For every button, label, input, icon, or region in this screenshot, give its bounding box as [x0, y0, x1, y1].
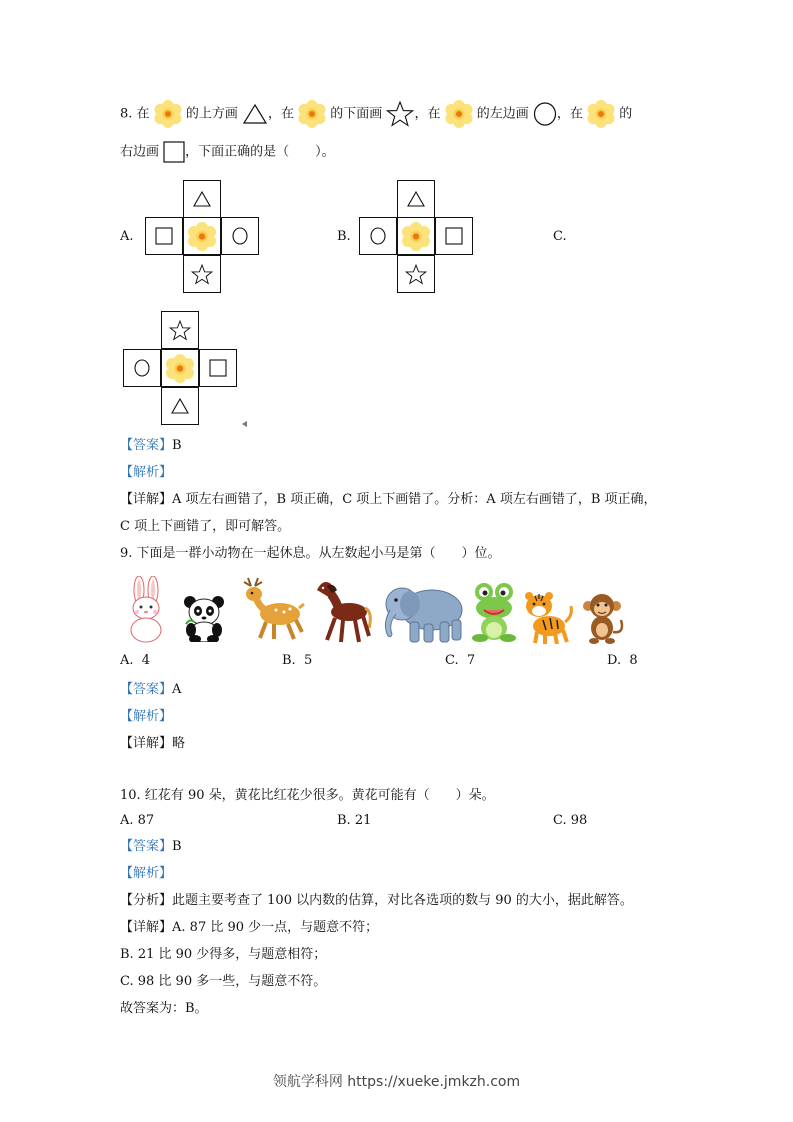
- q8-text: ，下面正确的是（ ）。: [185, 144, 335, 160]
- flower-icon: [298, 100, 326, 128]
- q9-answer: [120, 681, 181, 699]
- triangle-icon: [193, 191, 211, 207]
- flower-icon: [166, 354, 194, 383]
- q9-option-c: [445, 653, 475, 668]
- tiger-icon: [519, 590, 575, 644]
- triangle-icon: [407, 191, 425, 207]
- circle-icon: [533, 102, 557, 126]
- detail-tag: 【详解】: [120, 736, 173, 751]
- detail-text: A. 87 比 90 少一点，与题意不符；: [172, 920, 379, 935]
- star-icon: [386, 101, 414, 127]
- flower-icon: [587, 100, 615, 128]
- star-icon: [191, 264, 213, 285]
- grid-cell-bottom: [161, 387, 199, 425]
- q9-option-b: [282, 653, 312, 668]
- grid-cell-center: [161, 349, 199, 387]
- answer-tag: 【答案】: [120, 839, 173, 854]
- circle-icon: [232, 227, 248, 245]
- option-value: 5: [303, 653, 313, 668]
- q8-text: ，在: [414, 106, 441, 122]
- detail-text: A 项左右画错了，B 项正确，C 项上下画错了。分析：A 项左右画错了，B 项正确，: [172, 492, 657, 507]
- q8-line2: [120, 141, 335, 164]
- grid-cell-left: [359, 217, 397, 255]
- q8-number: 8.: [120, 106, 133, 122]
- detail-tag: 【详解】: [120, 920, 173, 935]
- deer-icon: [238, 576, 306, 642]
- q8-text: ，在: [268, 106, 295, 122]
- flower-icon: [154, 100, 182, 128]
- q10-analysis-tag: 【解析】: [120, 866, 173, 881]
- grid-cell-right: [199, 349, 237, 387]
- q10-detail1: [120, 919, 378, 937]
- q8-text: ，在: [556, 106, 583, 122]
- option-letter: B.: [282, 653, 296, 668]
- grid-cell-right: [435, 217, 473, 255]
- grid-cell-left: [145, 217, 183, 255]
- triangle-icon: [171, 398, 189, 414]
- square-icon: [155, 227, 173, 245]
- q8-text: 的: [619, 106, 633, 122]
- circle-icon: [370, 227, 386, 245]
- q8-text: 的下面画: [330, 106, 383, 122]
- q9-detail: [120, 735, 185, 753]
- option-value: 8: [629, 653, 638, 668]
- option-value: 4: [141, 653, 151, 668]
- option-a-label: A.: [120, 229, 134, 244]
- q9-question: 9. 下面是一群小动物在一起休息。从左数起小马是第（ ）位。: [120, 546, 501, 561]
- flower-icon: [188, 222, 216, 251]
- flower-icon: [402, 222, 430, 251]
- detail-tag: 【详解】: [120, 492, 173, 507]
- q10-fenxi: [120, 892, 633, 910]
- grid-cell-bottom: [183, 255, 221, 293]
- option-c-label: C.: [553, 229, 567, 244]
- answer-value: A: [172, 682, 182, 697]
- elephant-icon: [378, 580, 468, 644]
- frog-icon: [470, 582, 518, 644]
- answer-value: B: [172, 438, 182, 453]
- q8-analysis-tag: 【解析】: [120, 465, 173, 480]
- option-letter: C.: [445, 653, 459, 668]
- detail-text: 略: [172, 736, 186, 751]
- q10-option-c: C. 98: [553, 813, 588, 828]
- grid-cell-top: [161, 311, 199, 349]
- q10-option-b: B. 21: [337, 813, 372, 828]
- grid-cell-left: [123, 349, 161, 387]
- q10-conclusion: 故答案为：B。: [120, 1001, 208, 1016]
- q9-option-d: [607, 653, 638, 668]
- fenxi-text: 此题主要考查了 100 以内数的估算，对比各选项的数与 90 的大小，据此解答。: [172, 893, 633, 908]
- grid-cell-center: [397, 217, 435, 255]
- flower-icon: [445, 100, 473, 128]
- q10-detail2: B. 21 比 90 少得多，与题意相符；: [120, 947, 327, 962]
- option-value: 7: [466, 653, 476, 668]
- triangle-icon: [242, 103, 268, 125]
- q10-question: 10. 红花有 90 朵，黄花比红花少很多。黄花可能有（ ）朵。: [120, 788, 495, 803]
- q9-analysis-tag: 【解析】: [120, 709, 173, 724]
- star-icon: [405, 264, 427, 285]
- horse-icon: [309, 576, 373, 644]
- answer-tag: 【答案】: [120, 438, 173, 453]
- q8-text: 的上方画: [185, 106, 238, 122]
- option-letter: D.: [607, 653, 622, 668]
- page-footer: 领航学科网 https://xueke.jmkzh.com: [272, 1074, 521, 1090]
- q8-text: 右边画: [120, 144, 160, 160]
- q8-text: 在: [136, 106, 150, 122]
- grid-cell-top: [397, 180, 435, 218]
- star-icon: [169, 320, 191, 341]
- circle-icon: [134, 359, 150, 377]
- answer-tag: 【答案】: [120, 682, 173, 697]
- fenxi-tag: 【分析】: [120, 893, 173, 908]
- square-icon: [445, 227, 463, 245]
- q8-text: 的左边画: [476, 106, 529, 122]
- answer-value: B: [172, 839, 182, 854]
- grid-cell-top: [183, 180, 221, 218]
- monkey-icon: [580, 592, 626, 644]
- option-letter: A.: [120, 653, 134, 668]
- q10-detail3: C. 98 比 90 多一些，与题意不符。: [120, 974, 327, 989]
- q8-detail-line1: [120, 491, 657, 509]
- small-arrow-icon: [242, 421, 247, 427]
- q10-answer: [120, 838, 182, 856]
- square-icon: [209, 359, 227, 377]
- panda-icon: [180, 594, 228, 642]
- q10-option-a: A. 87: [120, 813, 155, 828]
- q9-option-a: [120, 653, 150, 668]
- option-b-label: B.: [337, 229, 351, 244]
- grid-cell-center: [183, 217, 221, 255]
- q8-line1: [120, 100, 632, 129]
- q8-detail-line2: C 项上下画错了，即可解答。: [120, 519, 291, 534]
- q8-answer: [120, 437, 182, 455]
- rabbit-icon: [122, 576, 172, 644]
- square-icon: [163, 141, 185, 163]
- grid-cell-right: [221, 217, 259, 255]
- grid-cell-bottom: [397, 255, 435, 293]
